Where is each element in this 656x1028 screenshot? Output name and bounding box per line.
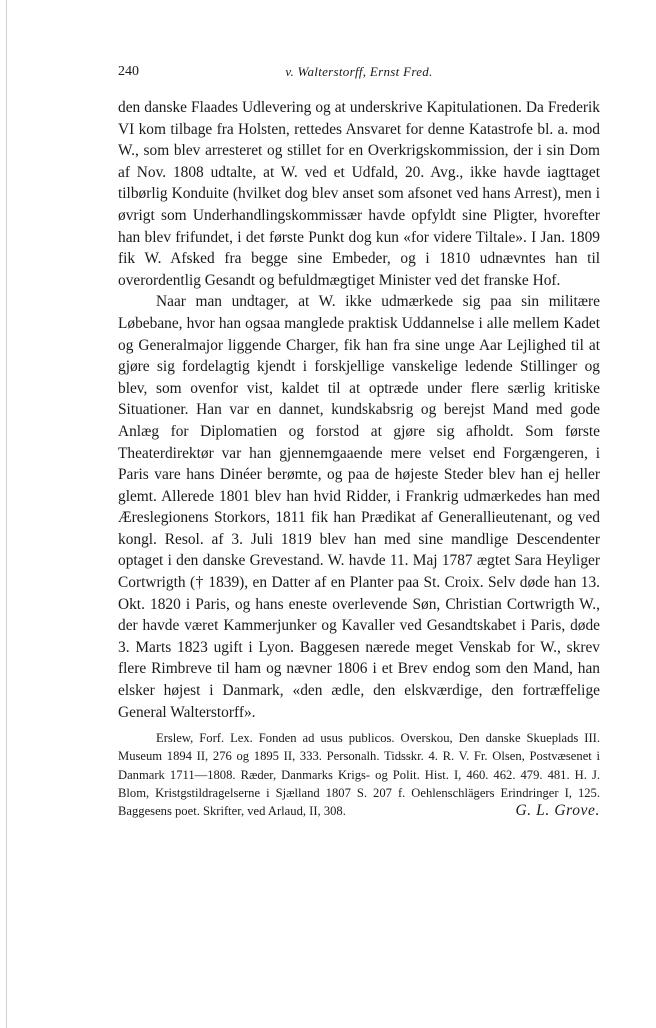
sources-note [118, 729, 600, 820]
page-edge-line [6, 0, 7, 1028]
paragraph-2: Naar man undtager, at W. ikke udmærkede sig paa sin militære Løbebane, hvor han ogsaa manglede praktisk Uddannelse i alle mellem Kadet og Generalmajor liggende Charger, fik han fra sine unge Aar Lejlighed til at gjøre sig fordelagtig kjendt i forskjellige vanskelige ledende Stillinger og blev, som ovenfor vist, kaldet til at optræde under flere særlig kritiske Situationer. Han var en dannet, kundskabsrig og berejst Mand med gode Anlæg for Diplomatien og forstod at gjøre sig afholdt. Som første Theaterdirektør var han gjennemgaaende mere velset end Forgængeren, i Paris vare hans Dinéer berømte, og paa de højeste Steder blev han ej heller glemt. Allerede 1801 blev han hvid Ridder, i Frankrig udmærkedes han med Æreslegionens Storkors, 1811 fik han Prædikat af Generallieutenant, og ved kongl. Resol. af 3. Juli 1819 blev han med sine mandlige Descendenter optaget i den danske Grevestand. W. havde 11. Maj 1787 ægtet Sara Heyliger Cortwrigth († 1839), en Datter af en Planter paa St. Croix. Selv døde han 13. Okt. 1820 i Paris, og hans eneste overlevende Søn, Christian Cortwrigth W., der havde været Kammerjunker og Kavaller ved Gesandtskabet i Paris, døde 3. Marts 1823 ugift i Lyon. Baggesen nærede meget Venskab for W., skrev flere Rimbreve til ham og nævner 1806 i et Brev endog som den Mand, han elsker højest i Danmark, «den ædle, den elskværdige, den fortræffelige General Walterstorff». [118, 293, 600, 721]
page-header [118, 62, 600, 82]
author-signature: G. L. Grove. [515, 802, 600, 820]
paragraph-1: den danske Flaades Udlevering og at underskrive Kapitulationen. Da Frederik VI kom tilbage fra Holsten, rettedes Ansvaret for denne Katastrofe bl. a. mod W., som blev arresteret og stillet for en Overkrigskommission, der i sin Dom af Nov. 1808 udtalte, at W. ved et Udfald, 20. Avg., ikke havde iagttaget tilbørlig Konduite (hvilket dog blev anset som afsonet ved hans Arrest), men i øvrigt som Underhandlingskommissær havde opfyldt sine Pligter, hvorefter han blev frifundet, i det første Punkt dog kun «for videre Tiltale». I Jan. 1809 fik W. Afsked fra begge sine Embeder, og i 1810 udnævntes han til overordentlig Gesandt og befuldmægtiget Minister ved det franske Hof. [118, 99, 600, 289]
sources-text: Erslew, Forf. Lex. Fonden ad usus publicos. Overskou, Den danske Skueplads III. Museum 1894 II, 276 og 1895 II, 333. Personalh. Tidsskr. 4. R. V. Fr. Olsen, Postvæsenet i Danmark 1711—1808. Ræder, Danmarks Krigs- og Polit. Hist. I, 460. 462. 479. 481. H. J. Blom, Kristgstildragelserne i Sjælland 1807 S. 207 f. Oehlenschlägers Erindringer I, 125. Baggesens poet. Skrifter, ved Arlaud, II, 308. [118, 731, 600, 819]
running-title: v. Walterstorff, Ernst Fred. [285, 64, 433, 79]
article-body [118, 97, 600, 820]
page-number: 240 [118, 64, 139, 79]
